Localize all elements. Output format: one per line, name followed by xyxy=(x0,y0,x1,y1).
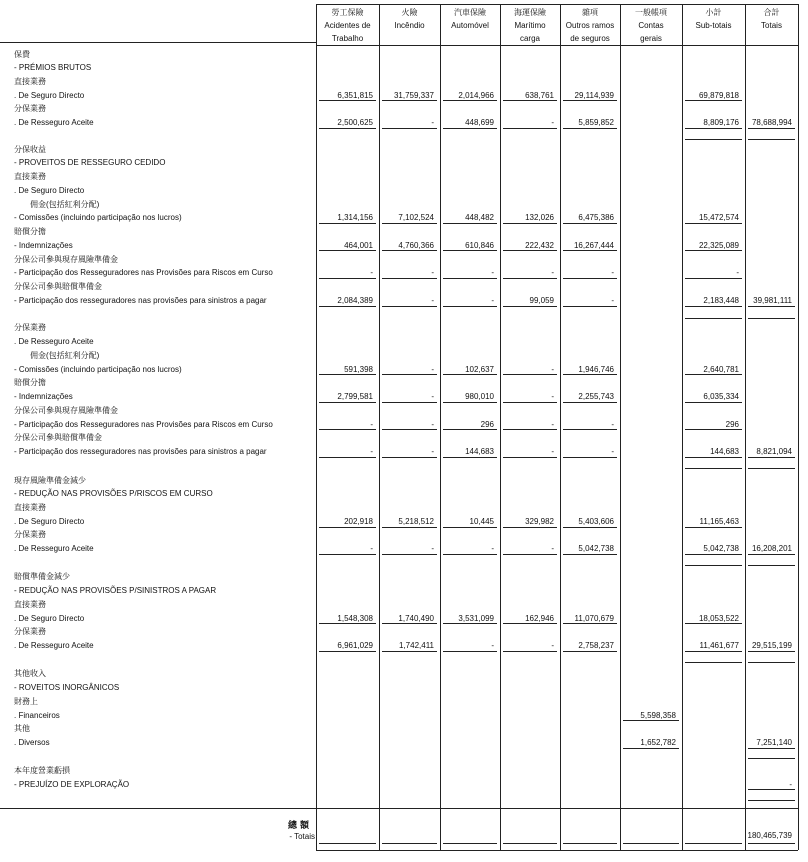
cell-rule xyxy=(503,843,557,844)
column-header-cn: 火險 xyxy=(401,8,418,17)
row-label: - PROVEITOS DE RESSEGURO CEDIDO xyxy=(14,158,166,167)
row-label: - Comissões (incluindo participação nos lucros) xyxy=(14,213,182,222)
cell-rule xyxy=(443,429,497,430)
cell-value: 69,879,818 xyxy=(698,91,739,100)
column-divider xyxy=(620,4,621,850)
cell-rule xyxy=(685,554,742,555)
cell-value: 78,688,994 xyxy=(751,118,792,127)
cell-rule xyxy=(382,278,437,279)
cell-rule xyxy=(503,223,557,224)
cell-value: - xyxy=(736,268,739,277)
column-header-cn: 勞工保險 xyxy=(331,8,364,17)
cell-value: - xyxy=(431,296,434,305)
cell-rule xyxy=(443,651,497,652)
cell-value: - xyxy=(551,268,554,277)
cell-value: 448,699 xyxy=(465,118,494,127)
cell-rule xyxy=(563,223,617,224)
row-label: 分保業務 xyxy=(14,627,46,636)
cell-rule xyxy=(319,100,376,101)
column-header-cn: 汽車保險 xyxy=(454,8,486,17)
cell-value: 296 xyxy=(725,420,739,429)
cell-rule xyxy=(748,651,795,652)
cell-rule xyxy=(685,223,742,224)
row-label: 本年度營業虧損 xyxy=(14,766,70,775)
cell-value: 5,403,606 xyxy=(578,517,614,526)
cell-rule xyxy=(382,651,437,652)
cell-value: - xyxy=(611,296,614,305)
cell-rule xyxy=(319,457,376,458)
cell-rule xyxy=(685,468,742,469)
cell-rule xyxy=(685,527,742,528)
column-header xyxy=(440,6,500,32)
cell-value: 2,500,625 xyxy=(337,118,373,127)
cell-rule xyxy=(319,843,376,844)
cell-rule xyxy=(563,527,617,528)
cell-value: 638,761 xyxy=(525,91,554,100)
row-label: . Diversos xyxy=(14,738,50,747)
cell-value: 5,598,358 xyxy=(640,711,676,720)
cell-value: 2,255,743 xyxy=(578,392,614,401)
column-header xyxy=(620,6,682,45)
cell-value: 29,114,939 xyxy=(574,91,614,100)
cell-value: 1,314,156 xyxy=(337,213,373,222)
cell-value: - xyxy=(491,296,494,305)
cell-rule xyxy=(503,306,557,307)
cell-value: 144,683 xyxy=(710,447,739,456)
cell-rule xyxy=(685,374,742,375)
cell-rule xyxy=(443,843,497,844)
cell-rule xyxy=(503,128,557,129)
cell-rule xyxy=(748,468,795,469)
totals-value: 180,465,739 xyxy=(747,831,792,840)
cell-value: - xyxy=(551,447,554,456)
row-label: - Indemnizações xyxy=(14,392,73,401)
cell-rule xyxy=(319,651,376,652)
cell-rule xyxy=(319,250,376,251)
cell-rule xyxy=(748,554,795,555)
cell-value: - xyxy=(491,544,494,553)
cell-value: 132,026 xyxy=(525,213,554,222)
cell-rule xyxy=(685,662,742,663)
cell-rule xyxy=(748,843,795,844)
column-divider xyxy=(798,4,799,850)
cell-value: - xyxy=(551,365,554,374)
cell-rule xyxy=(748,789,795,790)
cell-rule xyxy=(685,306,742,307)
cell-rule xyxy=(563,623,617,624)
cell-value: - xyxy=(551,544,554,553)
row-label: 分保公司參與賠償準備金 xyxy=(14,433,102,442)
cell-rule xyxy=(685,565,742,566)
column-header-pt: gerais xyxy=(640,34,662,43)
cell-rule xyxy=(319,278,376,279)
cell-rule xyxy=(443,278,497,279)
section-rule xyxy=(316,850,798,851)
cell-rule xyxy=(319,554,376,555)
cell-rule xyxy=(685,139,742,140)
cell-rule xyxy=(382,374,437,375)
cell-value: 8,809,176 xyxy=(703,118,739,127)
cell-rule xyxy=(748,662,795,663)
row-label: - Participação dos resseguradores nas provisões para sinistros a pagar xyxy=(14,296,267,305)
cell-value: - xyxy=(551,420,554,429)
cell-value: - xyxy=(789,780,792,789)
cell-value: - xyxy=(431,118,434,127)
row-label: - Indemnizações xyxy=(14,241,73,250)
row-label: - ROVEITOS INORGÂNICOS xyxy=(14,683,120,692)
row-label: - REDUÇÃO NAS PROVISÕES P/RISCOS EM CURSO xyxy=(14,489,213,498)
cell-value: - xyxy=(370,447,373,456)
cell-rule xyxy=(503,429,557,430)
cell-rule xyxy=(748,128,795,129)
cell-value: 2,084,389 xyxy=(337,296,373,305)
cell-rule xyxy=(443,306,497,307)
cell-rule xyxy=(319,128,376,129)
column-header-pt: Incêndio xyxy=(394,21,425,30)
cell-rule xyxy=(382,429,437,430)
cell-rule xyxy=(748,800,795,801)
cell-rule xyxy=(685,429,742,430)
cell-rule xyxy=(748,139,795,140)
cell-rule xyxy=(685,250,742,251)
column-header-cn: 海運保險 xyxy=(514,8,546,17)
row-label: 分保收益 xyxy=(14,145,46,154)
header-rule xyxy=(316,4,798,5)
column-header-pt: Outros ramos xyxy=(565,21,615,30)
cell-value: 22,325,089 xyxy=(698,241,739,250)
column-header-pt: Sub-totais xyxy=(695,21,732,30)
row-label: . De Resseguro Aceite xyxy=(14,118,94,127)
row-label: 賠償分擔 xyxy=(14,227,46,236)
cell-rule xyxy=(443,554,497,555)
cell-rule xyxy=(443,374,497,375)
row-label: - Comissões (incluindo participação nos lucros) xyxy=(14,365,182,374)
cell-rule xyxy=(382,306,437,307)
cell-rule xyxy=(382,100,437,101)
cell-rule xyxy=(685,278,742,279)
cell-value: 1,652,782 xyxy=(640,738,676,747)
row-label: 直接業務 xyxy=(14,172,46,181)
cell-rule xyxy=(685,318,742,319)
cell-rule xyxy=(623,720,679,721)
row-label: . De Seguro Directo xyxy=(14,517,85,526)
cell-value: 5,859,852 xyxy=(578,118,614,127)
cell-value: 6,351,815 xyxy=(337,91,373,100)
row-label: - REDUÇÃO NAS PROVISÕES P/SINISTROS A PAGAR xyxy=(14,586,217,595)
cell-rule xyxy=(623,748,679,749)
column-header-pt: Contas xyxy=(638,21,664,30)
cell-value: 18,053,522 xyxy=(698,614,739,623)
cell-rule xyxy=(319,527,376,528)
cell-rule xyxy=(382,623,437,624)
cell-rule xyxy=(748,318,795,319)
cell-rule xyxy=(685,623,742,624)
section-rule xyxy=(0,808,798,809)
row-label: 賠償準備金減少 xyxy=(14,572,70,581)
cell-rule xyxy=(382,223,437,224)
row-label: . De Resseguro Aceite xyxy=(14,544,94,553)
row-label: 直接業務 xyxy=(14,600,46,609)
cell-rule xyxy=(319,374,376,375)
cell-rule xyxy=(382,402,437,403)
cell-value: 16,267,444 xyxy=(573,241,614,250)
cell-value: 6,035,334 xyxy=(703,392,739,401)
cell-value: 39,981,111 xyxy=(753,296,792,305)
cell-rule xyxy=(503,651,557,652)
row-label: 佣金(包括紅利分配) xyxy=(30,200,100,209)
cell-value: 8,821,094 xyxy=(756,447,792,456)
cell-rule xyxy=(319,429,376,430)
cell-rule xyxy=(563,278,617,279)
column-header-pt: Automóvel xyxy=(451,21,489,30)
cell-rule xyxy=(748,457,795,458)
cell-value: 10,445 xyxy=(469,517,494,526)
cell-rule xyxy=(503,374,557,375)
cell-value: - xyxy=(370,544,373,553)
row-label: 分保業務 xyxy=(14,323,46,332)
cell-rule xyxy=(503,100,557,101)
row-label: 分保公司參與賠償準備金 xyxy=(14,282,102,291)
row-label: 其他 xyxy=(14,724,30,733)
cell-value: 6,475,386 xyxy=(578,213,614,222)
cell-rule xyxy=(748,565,795,566)
cell-value: 2,640,781 xyxy=(703,365,739,374)
row-label: 佣金(包括紅利分配) xyxy=(30,351,100,360)
cell-value: - xyxy=(551,118,554,127)
cell-value: - xyxy=(431,268,434,277)
cell-rule xyxy=(563,250,617,251)
cell-rule xyxy=(748,306,795,307)
cell-rule xyxy=(685,128,742,129)
row-label: 保費 xyxy=(14,50,30,59)
column-header xyxy=(379,6,440,32)
cell-value: - xyxy=(611,268,614,277)
cell-value: 1,742,411 xyxy=(399,641,434,650)
cell-rule xyxy=(503,457,557,458)
cell-value: 16,208,201 xyxy=(751,544,792,553)
cell-rule xyxy=(382,527,437,528)
cell-value: 222,432 xyxy=(525,241,554,250)
cell-value: 1,548,308 xyxy=(337,614,373,623)
cell-rule xyxy=(503,278,557,279)
column-header-cn: 雜項 xyxy=(582,8,598,17)
cell-value: 6,961,029 xyxy=(337,641,373,650)
row-label: 分保業務 xyxy=(14,104,46,113)
row-label: - Participação dos Resseguradores nas Provisões para Riscos em Curso xyxy=(14,420,273,429)
row-label: 賠償分擔 xyxy=(14,378,46,387)
row-label: 分保公司參與現存風險準備金 xyxy=(14,406,118,415)
cell-rule xyxy=(503,402,557,403)
header-rule xyxy=(316,45,798,46)
cell-rule xyxy=(503,527,557,528)
cell-rule xyxy=(748,758,795,759)
cell-rule xyxy=(319,223,376,224)
cell-value: - xyxy=(431,365,434,374)
cell-rule xyxy=(563,306,617,307)
column-header-pt: Totais xyxy=(761,21,782,30)
cell-value: - xyxy=(431,392,434,401)
cell-value: 2,014,966 xyxy=(458,91,494,100)
cell-rule xyxy=(685,402,742,403)
cell-value: - xyxy=(431,420,434,429)
cell-value: 11,165,463 xyxy=(699,517,739,526)
cell-value: - xyxy=(611,420,614,429)
cell-rule xyxy=(382,128,437,129)
cell-rule xyxy=(685,651,742,652)
cell-value: 296 xyxy=(480,420,494,429)
cell-value: 591,398 xyxy=(344,365,373,374)
cell-rule xyxy=(503,250,557,251)
cell-value: 144,683 xyxy=(465,447,494,456)
cell-value: 2,758,237 xyxy=(578,641,614,650)
cell-rule xyxy=(319,306,376,307)
row-label: . Financeiros xyxy=(14,711,60,720)
cell-rule xyxy=(319,402,376,403)
row-label: 分保業務 xyxy=(14,530,46,539)
cell-rule xyxy=(443,527,497,528)
cell-value: 162,946 xyxy=(525,614,554,623)
cell-rule xyxy=(563,843,617,844)
cell-value: 31,759,337 xyxy=(393,91,434,100)
cell-value: 1,946,746 xyxy=(578,365,614,374)
cell-value: 3,531,099 xyxy=(458,614,494,623)
column-header-cn: 一般帳項 xyxy=(635,8,667,17)
column-header-pt: Trabalho xyxy=(331,34,364,43)
cell-value: 448,482 xyxy=(465,213,494,222)
row-label: - Participação dos resseguradores nas provisões para sinistros a pagar xyxy=(14,447,267,456)
cell-value: 7,102,524 xyxy=(398,213,434,222)
row-label: - Participação dos Resseguradores nas Provisões para Riscos em Curso xyxy=(14,268,273,277)
cell-rule xyxy=(443,457,497,458)
column-header-pt: de seguros xyxy=(570,34,610,43)
header-rule xyxy=(0,42,316,43)
row-label: 現存風險準備金減少 xyxy=(14,476,86,485)
cell-rule xyxy=(685,100,742,101)
cell-rule xyxy=(443,128,497,129)
totals-label-cn: 總額 xyxy=(287,820,312,830)
cell-value: - xyxy=(491,641,494,650)
cell-rule xyxy=(563,554,617,555)
cell-value: 99,059 xyxy=(529,296,554,305)
cell-rule xyxy=(382,843,437,844)
cell-rule xyxy=(685,843,742,844)
cell-value: 610,846 xyxy=(465,241,494,250)
column-header-pt: Acidentes de xyxy=(324,21,371,30)
cell-rule xyxy=(443,623,497,624)
row-label: . De Resseguro Aceite xyxy=(14,337,94,346)
row-label: - PRÉMIOS BRUTOS xyxy=(14,63,92,72)
cell-rule xyxy=(563,651,617,652)
row-label: . De Seguro Directo xyxy=(14,91,85,100)
column-header-pt: carga xyxy=(519,34,540,43)
cell-value: - xyxy=(431,544,434,553)
cell-value: 2,799,581 xyxy=(337,392,373,401)
column-header-pt: Marítimo xyxy=(514,21,546,30)
cell-rule xyxy=(685,457,742,458)
cell-value: 29,515,199 xyxy=(751,641,792,650)
cell-value: 1,740,490 xyxy=(398,614,434,623)
cell-value: 5,042,738 xyxy=(578,544,614,553)
cell-rule xyxy=(563,429,617,430)
cell-value: 11,070,679 xyxy=(574,614,614,623)
row-label: 分保公司參與現存風險準備金 xyxy=(14,255,118,264)
cell-rule xyxy=(748,748,795,749)
cell-value: 11,461,677 xyxy=(699,641,739,650)
column-header-cn: 合計 xyxy=(763,8,780,17)
cell-rule xyxy=(503,554,557,555)
cell-value: 980,010 xyxy=(465,392,494,401)
cell-value: 202,918 xyxy=(344,517,373,526)
cell-rule xyxy=(503,623,557,624)
cell-value: - xyxy=(370,268,373,277)
cell-rule xyxy=(443,402,497,403)
column-header-cn: 小計 xyxy=(705,8,722,17)
cell-value: 102,637 xyxy=(465,365,494,374)
cell-rule xyxy=(563,374,617,375)
cell-rule xyxy=(623,843,679,844)
cell-value: - xyxy=(431,447,434,456)
cell-value: 15,472,574 xyxy=(698,213,739,222)
cell-rule xyxy=(319,623,376,624)
column-header xyxy=(682,6,745,32)
cell-value: 5,218,512 xyxy=(398,517,434,526)
cell-rule xyxy=(443,223,497,224)
row-label: . De Seguro Directo xyxy=(14,614,85,623)
cell-value: - xyxy=(551,392,554,401)
row-label: . De Seguro Directo xyxy=(14,186,85,195)
row-label: 財務上 xyxy=(14,697,38,706)
cell-rule xyxy=(382,250,437,251)
cell-value: - xyxy=(551,641,554,650)
cell-rule xyxy=(563,457,617,458)
column-header xyxy=(500,6,560,45)
cell-rule xyxy=(563,100,617,101)
cell-rule xyxy=(563,128,617,129)
cell-value: - xyxy=(611,447,614,456)
cell-rule xyxy=(443,100,497,101)
cell-value: 329,982 xyxy=(525,517,554,526)
cell-rule xyxy=(563,402,617,403)
row-label: - PREJUÍZO DE EXPLORAÇÃO xyxy=(14,780,130,789)
row-label: . De Resseguro Aceite xyxy=(14,641,94,650)
column-header xyxy=(316,6,379,45)
row-label: 其他收入 xyxy=(14,669,46,678)
row-label: 直接業務 xyxy=(14,77,46,86)
cell-rule xyxy=(443,250,497,251)
cell-value: 464,001 xyxy=(344,241,373,250)
cell-value: 2,183,448 xyxy=(703,296,739,305)
cell-value: - xyxy=(491,268,494,277)
cell-rule xyxy=(382,457,437,458)
column-header xyxy=(560,6,620,45)
totals-label-pt: - Totais xyxy=(289,832,315,841)
row-label: 直接業務 xyxy=(14,503,46,512)
cell-value: 4,760,366 xyxy=(398,241,434,250)
cell-value: 7,251,140 xyxy=(756,738,792,747)
cell-rule xyxy=(382,554,437,555)
column-header xyxy=(745,6,798,32)
column-divider xyxy=(745,4,746,850)
cell-value: - xyxy=(370,420,373,429)
cell-value: 5,042,738 xyxy=(703,544,739,553)
